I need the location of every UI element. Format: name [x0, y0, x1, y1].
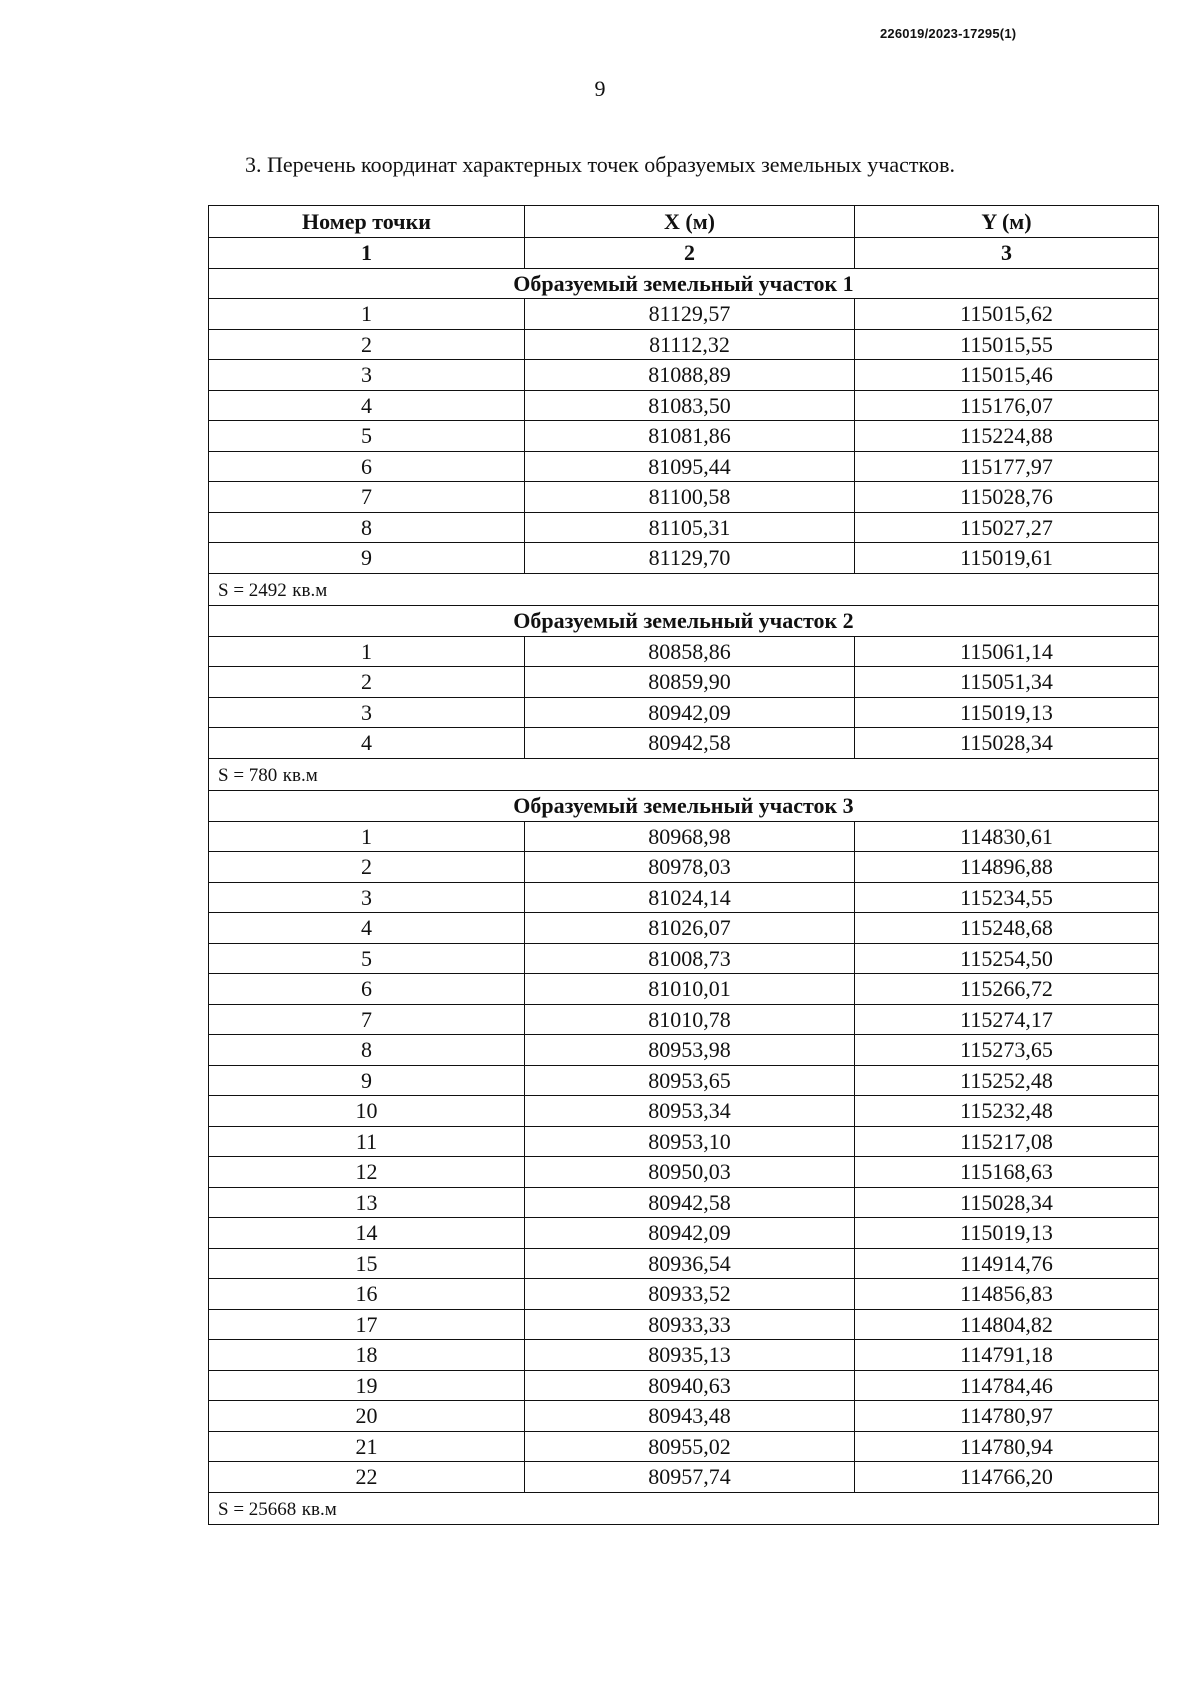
y-coordinate-cell: 115224,88 [855, 421, 1159, 452]
point-number-cell: 1 [209, 299, 525, 330]
point-number-cell: 1 [209, 821, 525, 852]
point-number-cell: 5 [209, 421, 525, 452]
point-number-cell: 21 [209, 1431, 525, 1462]
y-coordinate-cell: 115217,08 [855, 1126, 1159, 1157]
x-coordinate-cell: 80942,58 [525, 1187, 855, 1218]
table-row [209, 1370, 1159, 1401]
point-number-cell: 10 [209, 1096, 525, 1127]
point-number-cell: 7 [209, 482, 525, 513]
table-row [209, 821, 1159, 852]
table-row [209, 852, 1159, 883]
point-number-cell: 9 [209, 543, 525, 574]
point-number-cell: 3 [209, 360, 525, 391]
x-coordinate-cell: 80957,74 [525, 1462, 855, 1493]
page-number: 9 [594, 76, 606, 101]
x-coordinate-cell: 80943,48 [525, 1401, 855, 1432]
point-number-cell: 16 [209, 1279, 525, 1310]
table-row [209, 1248, 1159, 1279]
x-coordinate-cell: 81081,86 [525, 421, 855, 452]
y-coordinate-cell: 115028,34 [855, 728, 1159, 759]
y-coordinate-cell: 114856,83 [855, 1279, 1159, 1310]
table-row [209, 913, 1159, 944]
table-row [209, 1462, 1159, 1493]
point-number-cell: 7 [209, 1004, 525, 1035]
table-row [209, 299, 1159, 330]
y-coordinate-cell: 115019,61 [855, 543, 1159, 574]
section-heading: 3. Перечень координат характерных точек образуемых земельных участков. [245, 152, 955, 177]
point-number-cell: 4 [209, 728, 525, 759]
point-number-cell: 11 [209, 1126, 525, 1157]
table-row [209, 1187, 1159, 1218]
y-coordinate-cell: 115027,27 [855, 512, 1159, 543]
x-coordinate-cell: 80953,65 [525, 1065, 855, 1096]
point-number-cell: 3 [209, 697, 525, 728]
table-row [209, 943, 1159, 974]
x-coordinate-cell: 80968,98 [525, 821, 855, 852]
y-coordinate-cell: 115266,72 [855, 974, 1159, 1005]
y-coordinate-cell: 114766,20 [855, 1462, 1159, 1493]
x-coordinate-cell: 80953,98 [525, 1035, 855, 1066]
y-coordinate-cell: 115177,97 [855, 451, 1159, 482]
x-coordinate-cell: 80955,02 [525, 1431, 855, 1462]
plot-title-row [209, 791, 1159, 822]
table-row [209, 1157, 1159, 1188]
header-y: Y (м) [855, 206, 1159, 238]
header-point-number: Номер точки [209, 206, 525, 238]
table-row [209, 667, 1159, 698]
plot-area-row [209, 573, 1159, 606]
y-coordinate-cell: 114784,46 [855, 1370, 1159, 1401]
table-row [209, 1096, 1159, 1127]
point-number-cell: 2 [209, 667, 525, 698]
table-row [209, 882, 1159, 913]
column-number-row [209, 238, 1159, 269]
y-coordinate-cell: 114780,97 [855, 1401, 1159, 1432]
y-coordinate-cell: 115273,65 [855, 1035, 1159, 1066]
x-coordinate-cell: 80935,13 [525, 1340, 855, 1371]
x-coordinate-cell: 80858,86 [525, 636, 855, 667]
point-number-cell: 2 [209, 852, 525, 883]
plot-area-unit: кв.м [282, 764, 318, 786]
plot-area-unit: кв.м [292, 579, 328, 601]
point-number-cell: 19 [209, 1370, 525, 1401]
y-coordinate-cell: 115254,50 [855, 943, 1159, 974]
y-coordinate-cell: 115028,34 [855, 1187, 1159, 1218]
point-number-cell: 12 [209, 1157, 525, 1188]
x-coordinate-cell: 80936,54 [525, 1248, 855, 1279]
x-coordinate-cell: 81129,70 [525, 543, 855, 574]
y-coordinate-cell: 114896,88 [855, 852, 1159, 883]
y-coordinate-cell: 114804,82 [855, 1309, 1159, 1340]
x-coordinate-cell: 80859,90 [525, 667, 855, 698]
x-coordinate-cell: 80942,09 [525, 697, 855, 728]
x-coordinate-cell: 80942,58 [525, 728, 855, 759]
column-number: 2 [525, 238, 855, 269]
table-row [209, 1004, 1159, 1035]
plot-area-value: S = 780 [218, 764, 278, 786]
x-coordinate-cell: 80942,09 [525, 1218, 855, 1249]
point-number-cell: 8 [209, 1035, 525, 1066]
x-coordinate-cell: 81112,32 [525, 329, 855, 360]
column-number: 1 [209, 238, 525, 269]
x-coordinate-cell: 81095,44 [525, 451, 855, 482]
y-coordinate-cell: 115015,46 [855, 360, 1159, 391]
table-row [209, 974, 1159, 1005]
point-number-cell: 14 [209, 1218, 525, 1249]
point-number-cell: 6 [209, 974, 525, 1005]
y-coordinate-cell: 114780,94 [855, 1431, 1159, 1462]
x-coordinate-cell: 80940,63 [525, 1370, 855, 1401]
plot-area-value: S = 2492 [218, 579, 287, 601]
table-row [209, 1126, 1159, 1157]
table-row [209, 697, 1159, 728]
plot-title-row [209, 606, 1159, 637]
table-row [209, 1065, 1159, 1096]
x-coordinate-cell: 80933,33 [525, 1309, 855, 1340]
table-row [209, 421, 1159, 452]
x-coordinate-cell: 81010,78 [525, 1004, 855, 1035]
y-coordinate-cell: 115248,68 [855, 913, 1159, 944]
table-row [209, 329, 1159, 360]
point-number-cell: 1 [209, 636, 525, 667]
y-coordinate-cell: 115232,48 [855, 1096, 1159, 1127]
x-coordinate-cell: 81024,14 [525, 882, 855, 913]
coordinates-table [208, 205, 1159, 1525]
x-coordinate-cell: 80953,34 [525, 1096, 855, 1127]
y-coordinate-cell: 115015,55 [855, 329, 1159, 360]
coordinates-table-body [209, 206, 1159, 1525]
point-number-cell: 20 [209, 1401, 525, 1432]
table-row [209, 1279, 1159, 1310]
point-number-cell: 8 [209, 512, 525, 543]
point-number-cell: 4 [209, 390, 525, 421]
y-coordinate-cell: 115252,48 [855, 1065, 1159, 1096]
y-coordinate-cell: 114791,18 [855, 1340, 1159, 1371]
point-number-cell: 5 [209, 943, 525, 974]
point-number-cell: 18 [209, 1340, 525, 1371]
table-row [209, 482, 1159, 513]
column-number: 3 [855, 238, 1159, 269]
table-row [209, 390, 1159, 421]
point-number-cell: 15 [209, 1248, 525, 1279]
point-number-cell: 22 [209, 1462, 525, 1493]
y-coordinate-cell: 115028,76 [855, 482, 1159, 513]
plot-area [209, 573, 1159, 606]
plot-area [209, 758, 1159, 791]
y-coordinate-cell: 115061,14 [855, 636, 1159, 667]
x-coordinate-cell: 81088,89 [525, 360, 855, 391]
point-number-cell: 6 [209, 451, 525, 482]
table-row [209, 1035, 1159, 1066]
plot-title: Образуемый земельный участок 3 [209, 791, 1159, 822]
x-coordinate-cell: 81010,01 [525, 974, 855, 1005]
plot-title-row [209, 268, 1159, 299]
plot-title: Образуемый земельный участок 2 [209, 606, 1159, 637]
table-row [209, 360, 1159, 391]
table-row [209, 512, 1159, 543]
plot-area-row [209, 758, 1159, 791]
y-coordinate-cell: 115234,55 [855, 882, 1159, 913]
table-row [209, 1309, 1159, 1340]
point-number-cell: 3 [209, 882, 525, 913]
table-row [209, 1431, 1159, 1462]
y-coordinate-cell: 115015,62 [855, 299, 1159, 330]
y-coordinate-cell: 115168,63 [855, 1157, 1159, 1188]
table-row [209, 636, 1159, 667]
table-row [209, 451, 1159, 482]
table-row [209, 1401, 1159, 1432]
y-coordinate-cell: 115019,13 [855, 1218, 1159, 1249]
y-coordinate-cell: 115176,07 [855, 390, 1159, 421]
x-coordinate-cell: 81083,50 [525, 390, 855, 421]
plot-area-value: S = 25668 [218, 1498, 297, 1520]
point-number-cell: 13 [209, 1187, 525, 1218]
point-number-cell: 17 [209, 1309, 525, 1340]
x-coordinate-cell: 81026,07 [525, 913, 855, 944]
table-row [209, 728, 1159, 759]
plot-area [209, 1492, 1159, 1525]
plot-area-row [209, 1492, 1159, 1525]
point-number-cell: 2 [209, 329, 525, 360]
table-row [209, 543, 1159, 574]
x-coordinate-cell: 80978,03 [525, 852, 855, 883]
point-number-cell: 4 [209, 913, 525, 944]
x-coordinate-cell: 81008,73 [525, 943, 855, 974]
y-coordinate-cell: 115274,17 [855, 1004, 1159, 1035]
x-coordinate-cell: 80933,52 [525, 1279, 855, 1310]
x-coordinate-cell: 81129,57 [525, 299, 855, 330]
point-number-cell: 9 [209, 1065, 525, 1096]
y-coordinate-cell: 115019,13 [855, 697, 1159, 728]
document-id: 226019/2023-17295(1) [880, 26, 1017, 41]
x-coordinate-cell: 81100,58 [525, 482, 855, 513]
y-coordinate-cell: 115051,34 [855, 667, 1159, 698]
x-coordinate-cell: 80953,10 [525, 1126, 855, 1157]
y-coordinate-cell: 114914,76 [855, 1248, 1159, 1279]
table-header-row [209, 206, 1159, 238]
header-x: X (м) [525, 206, 855, 238]
x-coordinate-cell: 80950,03 [525, 1157, 855, 1188]
plot-area-unit: кв.м [301, 1498, 337, 1520]
table-row [209, 1218, 1159, 1249]
y-coordinate-cell: 114830,61 [855, 821, 1159, 852]
x-coordinate-cell: 81105,31 [525, 512, 855, 543]
plot-title: Образуемый земельный участок 1 [209, 268, 1159, 299]
table-row [209, 1340, 1159, 1371]
